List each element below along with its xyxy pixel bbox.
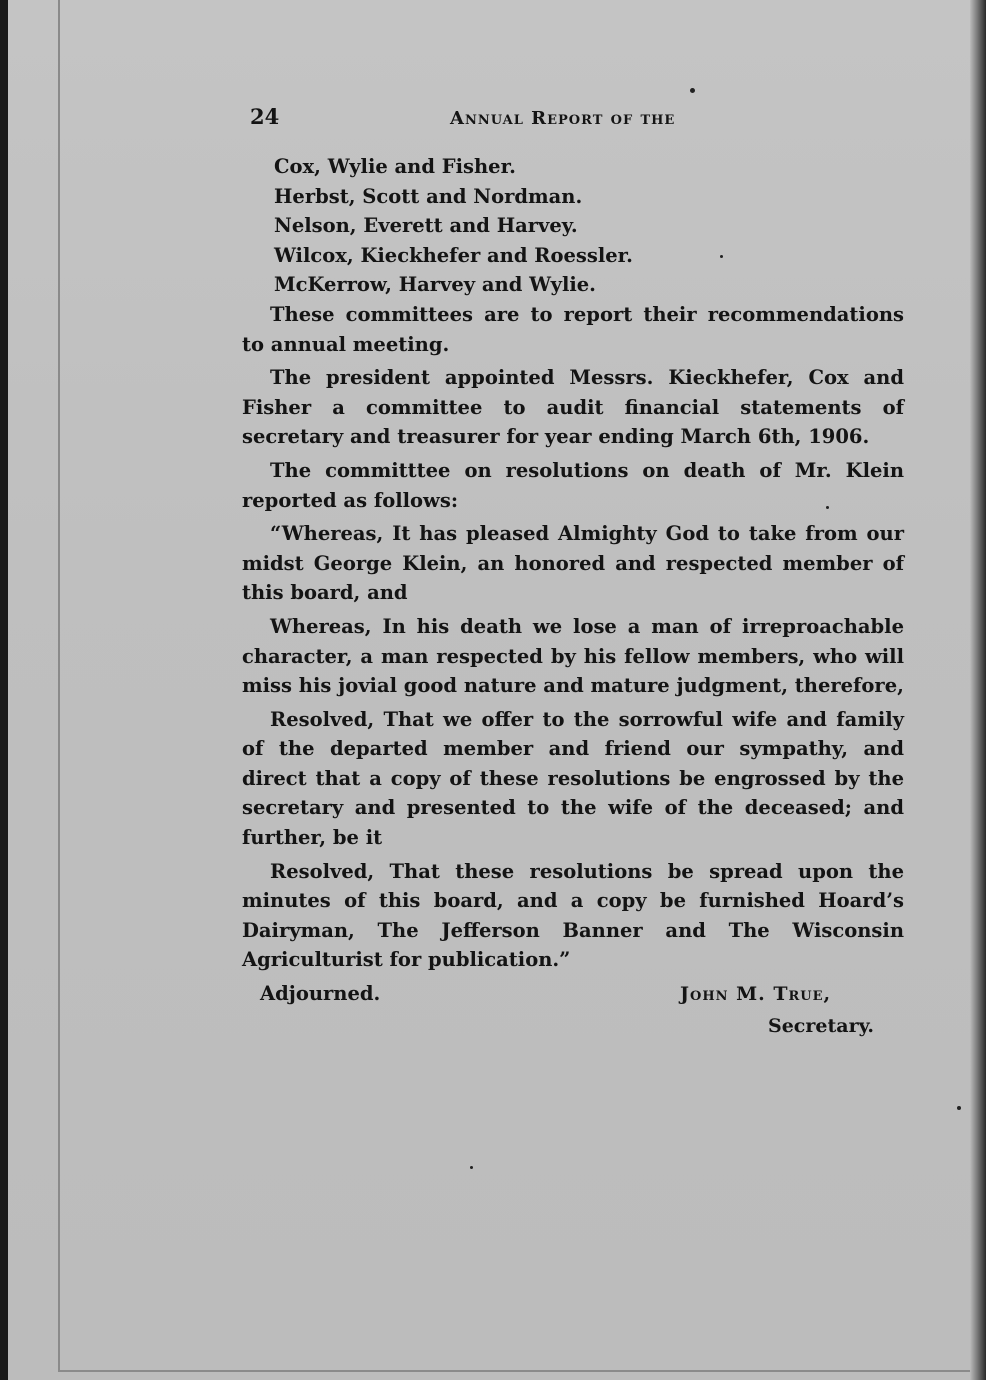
page-border-bottom — [58, 1370, 986, 1372]
committee-line: McKerrow, Harvey and Wylie. — [274, 273, 596, 297]
committee-list — [242, 152, 904, 300]
paragraph: The committtee on resolutions on death of Mr. Klein reported as follows: — [242, 458, 904, 512]
committee-line: Cox, Wylie and Fisher. — [274, 155, 516, 178]
page-number: 24 — [250, 104, 280, 129]
resolution-paragraph: Resolved, That we offer to the sorrowful wife and family of the departed member and friend our sympathy, and direct that a copy of these resolutions be engrossed by the secretary and presented to the wife of the deceased; and further, be it — [242, 707, 904, 850]
committee-line: Wilcox, Kieckhefer and Roessler. — [274, 243, 633, 267]
scan-speck — [690, 88, 695, 93]
scan-speck — [957, 1106, 961, 1110]
scan-speck — [470, 1166, 473, 1169]
paragraph: The president appointed Messrs. Kieckhefer, Cox and Fisher a committee to audit financial statements of secretary and treasurer for year ending March 6th, 1906. — [242, 366, 904, 449]
committee-line: Herbst, Scott and Nordman. — [274, 184, 583, 208]
committee-line: Nelson, Everett and Harvey. — [274, 214, 578, 238]
resolution-paragraph: “Whereas, It has pleased Almighty God to take from our midst George Klein, an honored and respected member of this board, and — [242, 522, 904, 605]
closing-line: Adjourned. — [260, 982, 381, 1006]
paragraph: These committees are to report their recommendations to annual meeting. — [242, 302, 904, 356]
resolution-paragraph: Resolved, That these resolutions be spread upon the minutes of this board, and a copy be furnished Hoard’s Dairyman, The Jefferson Banner and The Wisconsin Agriculturist for publication.” — [242, 859, 904, 972]
page-border-left — [58, 0, 60, 1372]
body-text — [242, 152, 904, 1009]
page-left-edge — [0, 0, 8, 1380]
signature-title: Secretary. — [768, 1015, 875, 1037]
running-head: Annual Report of the — [450, 108, 676, 129]
signature-name: John M. True, — [680, 983, 832, 1005]
resolution-paragraph: Whereas, In his death we lose a man of irreproachable character, a man respected by his fellow members, who will miss his jovial good nature and mature judgment, therefore, — [242, 614, 904, 698]
signature-block — [680, 978, 900, 1042]
page-right-edge — [970, 0, 986, 1380]
